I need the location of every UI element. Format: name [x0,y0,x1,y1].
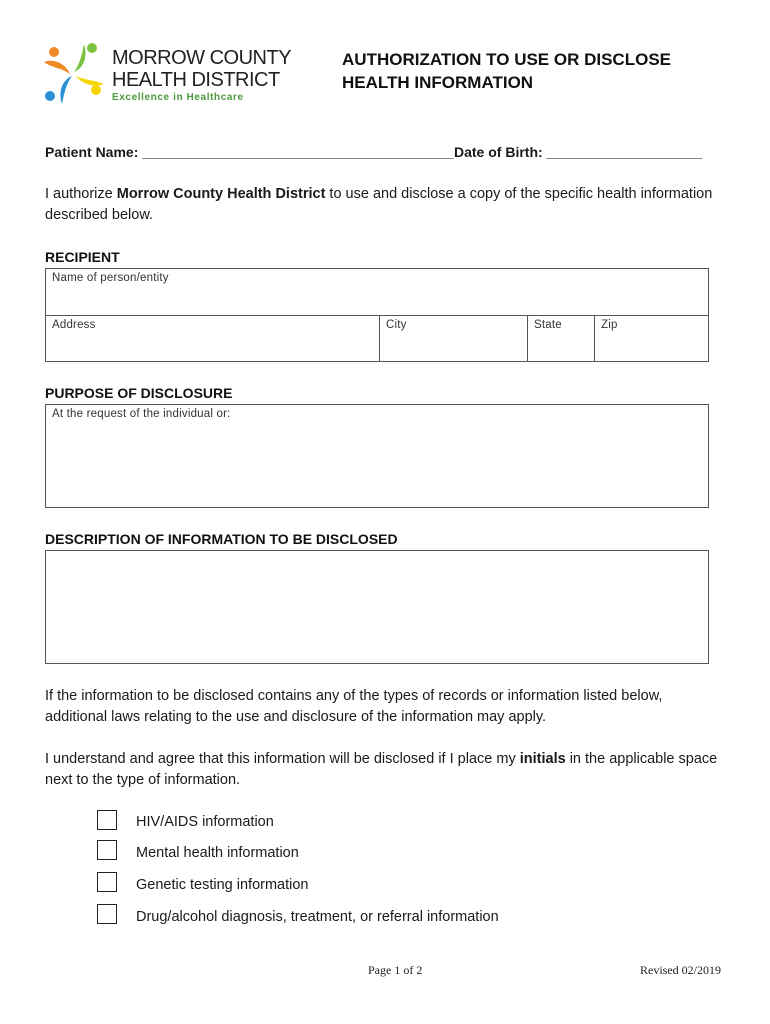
org-name-line1: MORROW COUNTY [112,47,292,69]
checkbox-mental-health[interactable] [97,840,117,860]
checkbox-hiv-aids[interactable] [97,810,117,830]
patient-name-field[interactable]: Patient Name: ________________________________________ [45,144,454,160]
checkbox-genetic-testing[interactable] [97,872,117,892]
recipient-zip-field[interactable] [594,315,709,362]
checkbox-drug-alcohol[interactable] [97,904,117,924]
recipient-heading: RECIPIENT [45,249,120,265]
initials-agreement-bold: initials [519,751,566,767]
organization-logo-icon [40,40,108,108]
recipient-name-field[interactable] [45,268,709,316]
initials-agreement [45,749,725,791]
revision-date: Revised 02/2019 [640,963,721,977]
authorization-org-name: Morrow County Health District [116,186,326,202]
initials-agreement-pre: I understand and agree that this information will be disclosed if I place my [45,751,520,767]
document-title-line1: AUTHORIZATION TO USE OR DISCLOSE [342,50,671,69]
purpose-field[interactable] [45,404,709,508]
date-of-birth-field[interactable]: Date of Birth: ____________________ [454,144,703,160]
recipient-name-label: Name of person/entity [52,272,169,284]
additional-laws-notice: If the information to be disclosed contains any of the types of records or information listed below, additional laws relating to the use and disclosure of the information may apply. [45,688,663,725]
document-title-line2: HEALTH INFORMATION [342,73,534,92]
authorization-text-post: to use and disclose a copy of the specific health information described below. [45,186,713,223]
recipient-city-label: City [386,319,407,331]
authorization-statement [45,184,725,226]
purpose-heading: PURPOSE OF DISCLOSURE [45,385,233,401]
description-field[interactable] [45,550,709,664]
recipient-state-field[interactable] [527,315,595,362]
document-title [342,48,722,94]
recipient-address-field[interactable] [45,315,380,362]
description-heading: DESCRIPTION OF INFORMATION TO BE DISCLOSED [45,531,398,547]
authorization-text-pre: I authorize [45,186,117,202]
checkbox-label-drug-alcohol: Drug/alcohol diagnosis, treatment, or referral information [136,909,499,925]
initials-agreement-post: in the applicable space next to the type of information. [45,751,718,788]
checkbox-label-mental-health: Mental health information [136,845,299,861]
checkbox-label-hiv-aids: HIV/AIDS information [136,814,274,830]
org-tagline: Excellence in Healthcare [112,92,244,103]
org-name-line2: HEALTH DISTRICT [112,69,280,91]
recipient-zip-label: Zip [601,319,618,331]
purpose-field-label: At the request of the individual or: [52,408,231,420]
checkbox-label-genetic-testing: Genetic testing information [136,877,309,893]
recipient-address-label: Address [52,319,96,331]
recipient-state-label: State [534,319,562,331]
page-number: Page 1 of 2 [368,963,423,977]
recipient-city-field[interactable] [379,315,528,362]
